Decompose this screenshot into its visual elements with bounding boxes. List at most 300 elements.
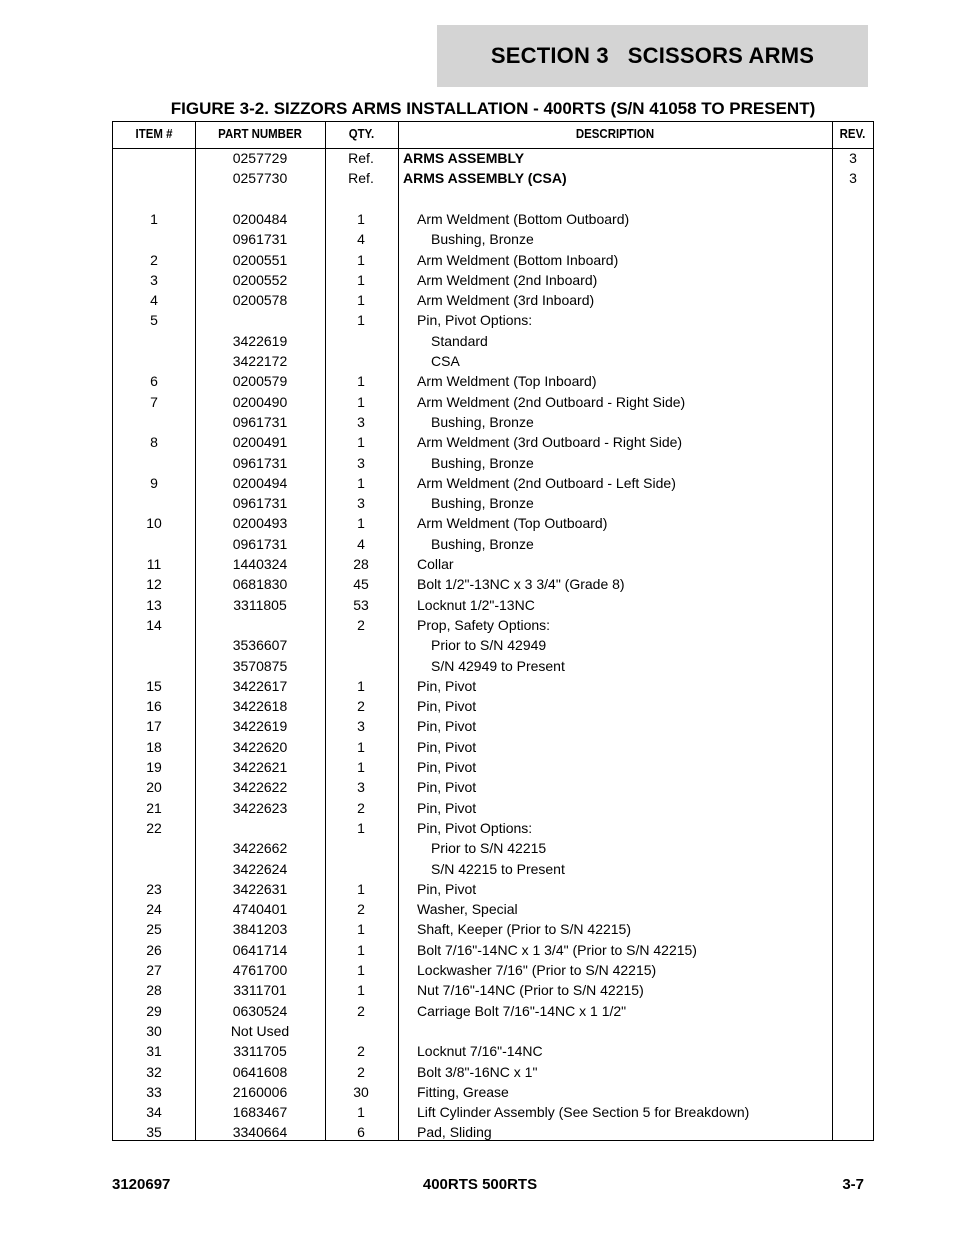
part-number: 1440324 xyxy=(232,556,288,572)
description: Pad, Sliding xyxy=(417,1124,492,1141)
part-number: 3422624 xyxy=(232,860,288,877)
table-row xyxy=(113,371,873,391)
revision xyxy=(833,473,873,493)
quantity: 2 xyxy=(357,616,365,633)
description: Pin, Pivot Options: xyxy=(417,312,533,329)
quantity: 53 xyxy=(353,596,369,613)
item-number: 27 xyxy=(146,962,162,978)
quantity: 1 xyxy=(357,941,365,958)
table-row xyxy=(113,818,873,838)
description: Bolt 7/16"-14NC x 1 3/4" (Prior to S/N 42215) xyxy=(417,941,697,958)
quantity: 2 xyxy=(357,799,365,816)
quantity: 30 xyxy=(353,1083,369,1100)
quantity xyxy=(325,331,397,351)
revision xyxy=(833,250,873,270)
quantity: 3 xyxy=(357,413,365,430)
revision xyxy=(833,209,873,229)
description: Lockwasher 7/16" (Prior to S/N 42215) xyxy=(417,962,657,978)
description: Arm Weldment (Top Outboard) xyxy=(417,515,608,532)
revision xyxy=(833,899,873,919)
item-number xyxy=(113,229,195,249)
revision xyxy=(833,1041,873,1061)
part-number: 3311705 xyxy=(233,1043,287,1060)
footer-doc-number: 3120697 xyxy=(112,1176,171,1193)
figure-title: FIGURE 3-2. SIZZORS ARMS INSTALLATION - 400RTS (S/N 41058 TO PRESENT) xyxy=(170,99,816,118)
quantity: 1 xyxy=(357,982,365,999)
description: Pin, Pivot xyxy=(417,799,477,816)
description: Prior to S/N 42949 xyxy=(431,637,547,654)
part-number: 3422619 xyxy=(232,718,288,735)
description: Fitting, Grease xyxy=(417,1083,509,1100)
part-number: 3422662 xyxy=(232,840,288,857)
table-row xyxy=(113,635,873,655)
table-row xyxy=(113,919,873,939)
revision xyxy=(833,412,873,432)
revision xyxy=(833,270,873,290)
part-number: 3422621 xyxy=(232,759,288,775)
quantity: Ref. xyxy=(348,150,374,166)
part-number: 3422618 xyxy=(232,698,288,715)
revision xyxy=(833,716,873,736)
revision xyxy=(833,453,873,473)
part-number: 3422631 xyxy=(232,880,288,897)
quantity: 1 xyxy=(357,962,365,978)
part-number: 4761700 xyxy=(232,962,288,978)
part-number: 0200491 xyxy=(232,434,288,451)
revision xyxy=(833,879,873,899)
description: ARMS ASSEMBLY xyxy=(403,150,525,166)
item-number xyxy=(113,838,195,858)
part-number: 0961731 xyxy=(232,454,288,471)
part-number: 3311701 xyxy=(233,982,287,999)
table-row xyxy=(113,351,873,371)
item-number: 17 xyxy=(146,718,162,735)
description: Bolt 3/8"-16NC x 1" xyxy=(417,1063,538,1080)
item-number: 30 xyxy=(146,1022,162,1039)
revision xyxy=(833,838,873,858)
table-row xyxy=(113,859,873,879)
item-number xyxy=(113,453,195,473)
quantity: 3 xyxy=(357,495,365,512)
quantity xyxy=(325,351,397,371)
table-header xyxy=(113,122,873,149)
item-number: 25 xyxy=(146,921,162,938)
description: Prior to S/N 42215 xyxy=(431,840,547,857)
part-number: 0200490 xyxy=(232,393,288,410)
item-number xyxy=(113,859,195,879)
item-number xyxy=(113,351,195,371)
description: Carriage Bolt 7/16"-14NC x 1 1/2" xyxy=(417,1002,627,1019)
part-number: Not Used xyxy=(230,1022,290,1039)
part-number xyxy=(195,818,325,838)
revision xyxy=(833,554,873,574)
revision xyxy=(833,696,873,716)
table-row xyxy=(113,453,873,473)
quantity: 1 xyxy=(357,373,365,390)
revision xyxy=(833,595,873,615)
quantity: 1 xyxy=(357,880,365,897)
description: Arm Weldment (2nd Outboard - Right Side) xyxy=(417,393,686,410)
description: Pin, Pivot xyxy=(417,677,477,694)
table-row xyxy=(113,554,873,574)
description: Bushing, Bronze xyxy=(431,535,534,552)
quantity: 1 xyxy=(357,474,365,491)
item-number xyxy=(113,635,195,655)
item-number: 6 xyxy=(150,373,158,390)
table-row xyxy=(113,189,873,209)
table-row xyxy=(113,696,873,716)
revision xyxy=(833,1122,873,1142)
revision xyxy=(833,676,873,696)
description: Bolt 1/2"-13NC x 3 3/4" (Grade 8) xyxy=(417,576,625,593)
quantity xyxy=(325,189,397,209)
revision xyxy=(833,737,873,757)
table-row xyxy=(113,493,873,513)
table-row xyxy=(113,168,873,188)
quantity: 1 xyxy=(357,251,365,268)
table-row xyxy=(113,1041,873,1061)
table-row xyxy=(113,1021,873,1041)
part-number: 0681830 xyxy=(232,576,288,593)
quantity: 1 xyxy=(357,819,365,836)
description: Locknut 1/2"-13NC xyxy=(417,596,535,613)
revision xyxy=(833,818,873,838)
revision xyxy=(833,1082,873,1102)
revision xyxy=(833,290,873,310)
description: Lift Cylinder Assembly (See Section 5 for Breakdown) xyxy=(417,1104,750,1121)
table-row xyxy=(113,777,873,797)
part-number: 0961731 xyxy=(232,231,288,248)
item-number: 3 xyxy=(150,271,158,288)
revision xyxy=(833,656,873,676)
revision: 3 xyxy=(849,150,857,166)
table-row xyxy=(113,1001,873,1021)
part-number: 0200493 xyxy=(232,515,288,532)
section-title: SECTION 3 SCISSORS ARMS xyxy=(490,43,815,68)
quantity: 3 xyxy=(357,454,365,471)
description: Pin, Pivot xyxy=(417,738,477,755)
part-number xyxy=(195,615,325,635)
quantity: 1 xyxy=(357,393,365,410)
item-number: 31 xyxy=(146,1043,162,1060)
part-number: 3422619 xyxy=(232,332,288,349)
item-number: 13 xyxy=(146,596,162,613)
description: Prop, Safety Options: xyxy=(417,616,551,633)
table-row xyxy=(113,940,873,960)
revision xyxy=(833,1001,873,1021)
part-number: 0961731 xyxy=(232,495,288,512)
quantity xyxy=(325,859,397,879)
revision xyxy=(833,493,873,513)
revision xyxy=(833,757,873,777)
description: CSA xyxy=(431,353,460,369)
part-number: 0641608 xyxy=(232,1063,288,1080)
quantity: 1 xyxy=(357,1104,365,1121)
description: Bushing, Bronze xyxy=(431,231,534,248)
quantity: 3 xyxy=(357,779,365,796)
revision xyxy=(833,1102,873,1122)
description: Arm Weldment (2nd Outboard - Left Side) xyxy=(417,474,676,491)
revision xyxy=(833,229,873,249)
part-number: 3536607 xyxy=(232,637,288,654)
quantity: 1 xyxy=(357,759,365,775)
revision xyxy=(833,574,873,594)
item-number xyxy=(113,534,195,554)
part-number: 0257729 xyxy=(232,150,288,166)
item-number: 29 xyxy=(146,1002,162,1019)
quantity xyxy=(325,656,397,676)
revision xyxy=(833,371,873,391)
header-item: ITEM # xyxy=(135,126,173,141)
part-number: 2160006 xyxy=(232,1083,288,1100)
quantity: 4 xyxy=(357,231,365,248)
revision xyxy=(833,331,873,351)
table-row xyxy=(113,1102,873,1122)
part-number: 0630524 xyxy=(232,1002,288,1019)
table-row xyxy=(113,229,873,249)
quantity: 1 xyxy=(357,515,365,532)
description: Arm Weldment (3rd Outboard - Right Side) xyxy=(417,434,683,451)
part-number: 0200579 xyxy=(232,373,288,390)
description: Pin, Pivot xyxy=(417,698,477,715)
item-number: 10 xyxy=(146,515,162,532)
quantity xyxy=(325,838,397,858)
quantity: 4 xyxy=(357,535,365,552)
description: Washer, Special xyxy=(417,901,518,918)
revision: 3 xyxy=(849,170,857,187)
quantity: 1 xyxy=(357,677,365,694)
table-row xyxy=(113,290,873,310)
quantity: 45 xyxy=(353,576,369,593)
quantity: 1 xyxy=(357,921,365,938)
revision xyxy=(833,960,873,980)
item-number xyxy=(113,656,195,676)
item-number: 7 xyxy=(150,393,158,410)
quantity: 2 xyxy=(357,698,365,715)
description: Pin, Pivot xyxy=(417,718,477,735)
table-row xyxy=(113,1122,873,1142)
revision xyxy=(833,859,873,879)
description: Arm Weldment (Bottom Inboard) xyxy=(417,251,619,268)
parts-table xyxy=(112,121,874,1141)
description: Arm Weldment (Top Inboard) xyxy=(417,373,597,390)
description: Locknut 7/16"-14NC xyxy=(417,1043,543,1060)
item-number: 15 xyxy=(146,677,162,694)
header-description: DESCRIPTION xyxy=(575,126,655,141)
description: Standard xyxy=(431,332,488,349)
item-number: 23 xyxy=(146,880,162,897)
table-row xyxy=(113,209,873,229)
table-row xyxy=(113,676,873,696)
table-row xyxy=(113,331,873,351)
header-qty: QTY. xyxy=(348,126,375,141)
item-number xyxy=(113,331,195,351)
description: Bushing, Bronze xyxy=(431,495,534,512)
part-number: 1683467 xyxy=(232,1104,288,1121)
item-number xyxy=(113,189,195,209)
part-number: 0200494 xyxy=(232,474,288,491)
description: Bushing, Bronze xyxy=(431,454,534,471)
part-number: 0641714 xyxy=(232,941,288,958)
item-number: 4 xyxy=(150,292,158,309)
revision xyxy=(833,432,873,452)
quantity: 2 xyxy=(357,1063,365,1080)
revision xyxy=(833,798,873,818)
table-row xyxy=(113,615,873,635)
item-number: 9 xyxy=(150,474,158,491)
table-row xyxy=(113,148,873,168)
revision xyxy=(833,392,873,412)
part-number: 0200551 xyxy=(232,251,288,268)
table-row xyxy=(113,879,873,899)
quantity: 2 xyxy=(357,1002,365,1019)
table-row xyxy=(113,250,873,270)
item-number: 26 xyxy=(146,941,162,958)
revision xyxy=(833,1021,873,1041)
part-number: 3422620 xyxy=(232,738,288,755)
quantity: 3 xyxy=(357,718,365,735)
table-row xyxy=(113,899,873,919)
table-row xyxy=(113,980,873,1000)
item-number: 22 xyxy=(146,819,162,836)
quantity: 2 xyxy=(357,901,365,918)
table-row xyxy=(113,1082,873,1102)
quantity: 1 xyxy=(357,210,365,227)
revision xyxy=(833,1062,873,1082)
table-row xyxy=(113,534,873,554)
quantity xyxy=(325,1021,397,1041)
item-number: 21 xyxy=(146,799,162,816)
item-number: 35 xyxy=(146,1124,162,1141)
section-header xyxy=(437,25,868,87)
item-number: 8 xyxy=(150,434,158,451)
item-number: 12 xyxy=(146,576,162,593)
part-number: 3422623 xyxy=(232,799,288,816)
description: Pin, Pivot xyxy=(417,759,477,775)
revision xyxy=(833,189,873,209)
part-number: 3570875 xyxy=(232,657,288,674)
header-rev: REV. xyxy=(839,126,866,141)
table-row xyxy=(113,798,873,818)
description: S/N 42949 to Present xyxy=(431,657,565,674)
table-row xyxy=(113,1062,873,1082)
item-number: 14 xyxy=(146,616,162,633)
description: Nut 7/16"-14NC (Prior to S/N 42215) xyxy=(417,982,644,999)
table-row xyxy=(113,656,873,676)
quantity: 1 xyxy=(357,271,365,288)
item-number xyxy=(113,493,195,513)
part-number: 0961731 xyxy=(232,413,288,430)
table-row xyxy=(113,737,873,757)
revision xyxy=(833,777,873,797)
table-row xyxy=(113,432,873,452)
description xyxy=(403,1021,847,1041)
footer-page-number: 3-7 xyxy=(842,1176,864,1193)
table-row xyxy=(113,392,873,412)
description: Shaft, Keeper (Prior to S/N 42215) xyxy=(417,921,631,938)
item-number xyxy=(113,412,195,432)
item-number xyxy=(113,168,195,188)
quantity: 2 xyxy=(357,1043,365,1060)
item-number: 1 xyxy=(150,210,158,227)
table-row xyxy=(113,595,873,615)
table-row xyxy=(113,574,873,594)
description: Arm Weldment (2nd Inboard) xyxy=(417,271,598,288)
item-number: 11 xyxy=(146,556,162,572)
revision xyxy=(833,513,873,533)
quantity: 1 xyxy=(357,292,365,309)
item-number: 34 xyxy=(146,1104,162,1121)
quantity: 1 xyxy=(357,738,365,755)
item-number: 2 xyxy=(150,251,158,268)
part-number: 0200552 xyxy=(232,271,288,288)
description: Arm Weldment (3rd Inboard) xyxy=(417,292,595,309)
item-number xyxy=(113,148,195,168)
table-row xyxy=(113,838,873,858)
description: Bushing, Bronze xyxy=(431,413,534,430)
description: Pin, Pivot xyxy=(417,779,477,796)
table-row xyxy=(113,757,873,777)
item-number: 19 xyxy=(146,759,162,775)
table-row xyxy=(113,513,873,533)
item-number: 5 xyxy=(150,312,158,329)
part-number: 0200578 xyxy=(232,292,288,309)
revision xyxy=(833,534,873,554)
description: Arm Weldment (Bottom Outboard) xyxy=(417,210,630,227)
quantity: 1 xyxy=(357,312,365,329)
item-number: 33 xyxy=(146,1083,162,1100)
item-number: 24 xyxy=(146,901,162,918)
table-row xyxy=(113,412,873,432)
item-number: 28 xyxy=(146,982,162,999)
part-number: 3841203 xyxy=(232,921,288,938)
table-row xyxy=(113,473,873,493)
table-row xyxy=(113,716,873,736)
part-number xyxy=(195,310,325,330)
revision xyxy=(833,310,873,330)
quantity: 6 xyxy=(357,1124,365,1141)
quantity: 28 xyxy=(353,556,369,572)
part-number: 3340664 xyxy=(232,1124,288,1141)
part-number: 3422617 xyxy=(232,677,288,694)
revision xyxy=(833,351,873,371)
part-number xyxy=(195,189,325,209)
part-number: 3422622 xyxy=(232,779,288,796)
table-row xyxy=(113,310,873,330)
item-number: 18 xyxy=(146,738,162,755)
part-number: 3311805 xyxy=(233,596,287,613)
quantity: Ref. xyxy=(348,170,374,187)
quantity xyxy=(325,635,397,655)
table-row xyxy=(113,270,873,290)
part-number: 4740401 xyxy=(232,901,288,918)
footer-models: 400RTS 500RTS xyxy=(422,1176,538,1193)
revision xyxy=(833,635,873,655)
item-number: 20 xyxy=(146,779,162,796)
revision xyxy=(833,980,873,1000)
description: Collar xyxy=(417,556,454,572)
description: ARMS ASSEMBLY (CSA) xyxy=(403,170,567,187)
item-number: 32 xyxy=(146,1063,162,1080)
quantity: 1 xyxy=(357,434,365,451)
revision xyxy=(833,615,873,635)
table-row xyxy=(113,960,873,980)
description: Pin, Pivot xyxy=(417,880,477,897)
revision xyxy=(833,919,873,939)
description: S/N 42215 to Present xyxy=(431,860,565,877)
part-number: 0200484 xyxy=(232,210,288,227)
revision xyxy=(833,940,873,960)
